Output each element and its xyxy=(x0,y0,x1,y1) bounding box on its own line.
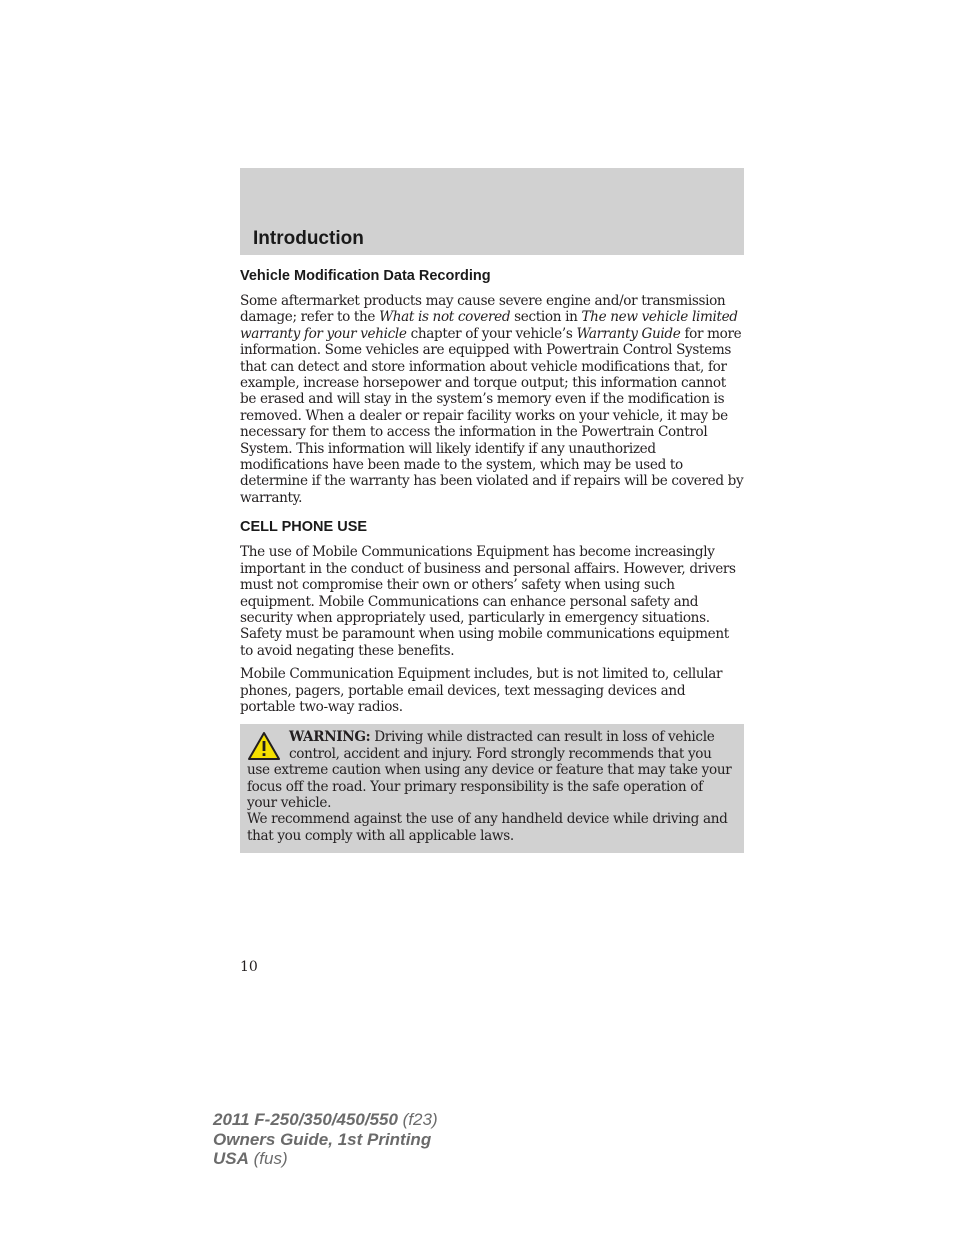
section-heading-cell-phone-use: CELL PHONE USE xyxy=(240,519,368,536)
warning-text: WARNING: Driving while distracted can result in loss of vehicle control, accident and injury. Ford strongly recommends that you use extreme caution when using any device or feature that may take your focus off the road. Your primary responsibility is the safe operation of your vehicle. xyxy=(247,729,732,811)
paragraph-cell-phone-1: The use of Mobile Communications Equipment has become increasingly important in the conduct of business and personal affairs. However, drivers must not compromise their own or others’ safety when using such equipment. Mobile Communications can enhance personal safety and security when appropriately used, particularly in emergency situations. Safety must be paramount when using mobile communications equipment to avoid negating these benefits. xyxy=(240,544,736,659)
section-title: Introduction xyxy=(253,228,364,249)
section-heading-vehicle-modification: Vehicle Modification Data Recording xyxy=(240,268,491,284)
warning-box xyxy=(240,724,744,853)
warning-text-2: We recommend against the use of any handheld device while driving and that you comply with all applicable laws. xyxy=(247,811,728,844)
paragraph-vehicle-modification: Some aftermarket products may cause severe engine and/or transmission damage; refer to the What is not covered section in The new vehicle limited warranty for your vehicle chapter of your vehicle’s Warranty Guide for more information. Some vehicles are equipped with Powertrain Control Systems that can detect and store information about vehicle modifications that, for example, increase horsepower and torque output; this information cannot be erased and will stay in the system’s memory even if the modification is removed. When a dealer or repair facility works on your vehicle, it may be necessary for them to access the information in the Powertrain Control System. This information will likely identify if any unauthorized modifications have been made to the system, which may be used to determine if the warranty has been violated and if repairs will be covered by warranty. xyxy=(240,293,744,506)
warning-label: WARNING: xyxy=(289,729,371,746)
footer-imprint: 2011 F-250/350/450/550 (f23) Owners Guide, 1st Printing USA (fus) xyxy=(213,1110,438,1168)
warning-triangle-icon xyxy=(247,731,281,761)
page-content xyxy=(240,266,744,853)
page-number: 10 xyxy=(240,959,258,975)
paragraph-cell-phone-2: Mobile Communication Equipment includes, but is not limited to, cellular phones, pagers, portable email devices, text messaging devices and portable two-way radios. xyxy=(240,666,723,715)
